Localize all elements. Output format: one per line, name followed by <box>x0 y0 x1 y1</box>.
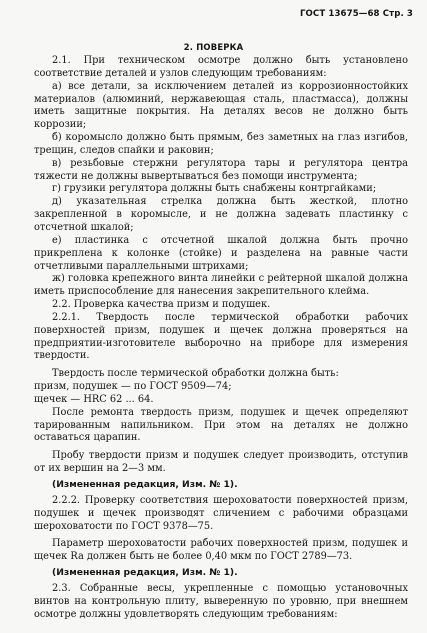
paragraph: щечек — HRC 62 ... 64. <box>34 393 154 405</box>
paragraph: б) коромысло должно быть прямым, без заметных на глаз изгибов, трещин, следов спайки и раковин; <box>34 132 408 156</box>
paragraph: призм, подушек — по ГОСТ 9509—74; <box>34 381 232 393</box>
paragraph: в) резьбовые стержни регулятора тары и регулятора центра тяжести не должны вывертываться без помощи инструмента; <box>34 157 408 182</box>
document-body <box>34 55 408 621</box>
amendment-note: (Измененная редакция, Изм. № 1). <box>52 567 238 579</box>
paragraph: е) пластинка с отсчетной шкалой должна быть прочно прикреплена к колонке (стойке) и разделена на равные части отчетливыми параллельными штрихами; <box>34 234 408 272</box>
paragraph: а) все детали, за исключением деталей из коррозионностойких материалов (алюминий, нержавеющая сталь, пластмасса), должны иметь защитные покрытия. На деталях весов не должно быть коррозии; <box>34 80 408 131</box>
paragraph: 2.1. При техническом осмотре должно быть установлено соответствие деталей и узлов следующим требованиям: <box>34 55 408 79</box>
paragraph: ж) головка крепежного винта линейки с рейтерной шкалой должна иметь приспособление для нанесения закрепительного клейма. <box>34 273 408 298</box>
paragraph: 2.3. Собранные весы, укрепленные с помощью установочных винтов на контрольную плиту, выверенную по уровню, при внешнем осмотре должны удовлетворять следующим требованиям: <box>34 582 408 620</box>
paragraph: г) грузики регулятора должны быть снабжены контргайками; <box>52 183 377 195</box>
paragraph: Пробу твердости призм и подушек следует производить, отступив от их вершин на 2—3 мм. <box>34 450 408 475</box>
paragraph: Параметр шероховатости рабочих поверхностей призм, подушек и щечек Ra должен быть не более 0,40 мкм по ГОСТ 2789—73. <box>34 538 408 563</box>
amendment-note: (Измененная редакция, Изм. № 1). <box>52 479 238 490</box>
paragraph: 2.2. Проверка качества призм и подушек. <box>52 299 271 311</box>
section-title: 2. ПОВЕРКА <box>183 42 244 52</box>
paragraph: д) указательная стрелка должна быть жесткой, плотно закрепленной в коромысле, и не должна задевать пластинку с отсчетной шкалой; <box>34 196 408 233</box>
page-header: ГОСТ 13675—68 Стр. 3 <box>299 9 413 19</box>
paragraph: Твердость после термической обработки должна быть: <box>52 368 339 380</box>
paragraph: 2.2.2. Проверку соответствия шероховатости поверхностей призм, подушек и щечек производят сличением с рабочими образцами шероховатости по ГОСТ 9378—75. <box>34 494 408 532</box>
paragraph: 2.2.1. Твердость после термической обработки рабочих поверхностей призм, подушек и щечек должна проверяться на предприятии-изготовителе выборочно на приборе для измерения твердости. <box>34 311 408 362</box>
paragraph: После ремонта твердость призм, подушек и щечек определяют тарированным напильником. При этом на деталях не должно оставаться царапин. <box>34 406 408 444</box>
